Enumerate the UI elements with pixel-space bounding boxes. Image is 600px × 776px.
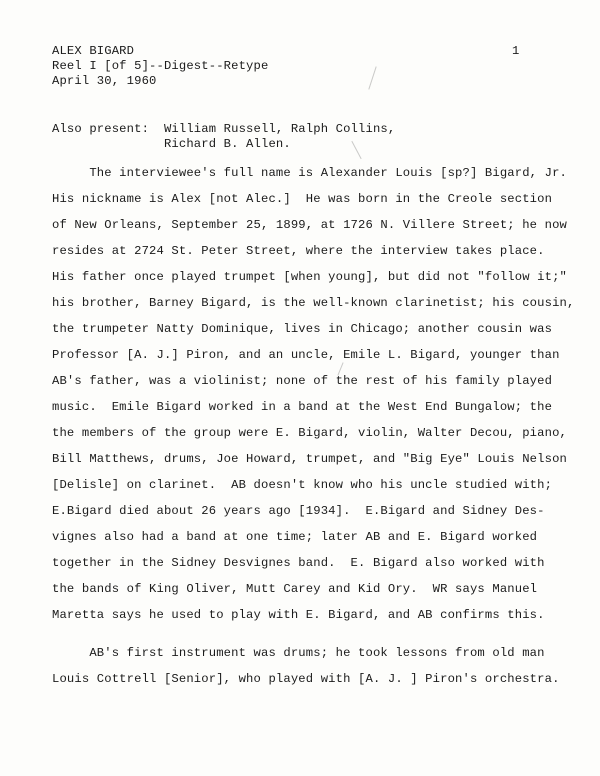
paper-crease-mark <box>368 66 376 89</box>
interview-date: April 30, 1960 <box>52 74 157 88</box>
body-line: His nickname is Alex [not Alec.] He was born in the Creole section <box>52 192 553 206</box>
body-line: the bands of King Oliver, Mutt Carey and Kid Ory. WR says Manuel <box>52 582 538 596</box>
body-line: AB's father, was a violinist; none of the rest of his family played <box>52 374 553 388</box>
body-line: music. Emile Bigard worked in a band at the West End Bungalow; the <box>52 400 553 414</box>
body-line: vignes also had a band at one time; later AB and E. Bigard worked <box>52 530 538 544</box>
body-line: of New Orleans, September 25, 1899, at 1726 N. Villere Street; he now <box>52 218 567 232</box>
body-line: the trumpeter Natty Dominique, lives in Chicago; another cousin was <box>52 322 553 336</box>
body-line: Louis Cottrell [Senior], who played with [A. J. ] Piron's orchestra. <box>52 672 560 686</box>
body-line: Maretta says he used to play with E. Bigard, and AB confirms this. <box>52 608 545 622</box>
paper-crease-mark <box>351 141 361 159</box>
body-line: together in the Sidney Desvignes band. E. Bigard also worked with <box>52 556 545 570</box>
body-line: his brother, Barney Bigard, is the well-known clarinetist; his cousin, <box>52 296 575 310</box>
body-line: The interviewee's full name is Alexander Louis [sp?] Bigard, Jr. <box>52 166 567 180</box>
body-line: Bill Matthews, drums, Joe Howard, trumpet, and "Big Eye" Louis Nelson <box>52 452 567 466</box>
also-present-line-1: Also present: William Russell, Ralph Collins, <box>52 122 396 136</box>
interviewee-name: ALEX BIGARD <box>52 44 135 58</box>
body-line: AB's first instrument was drums; he took lessons from old man <box>52 646 545 660</box>
body-line: resides at 2724 St. Peter Street, where the interview takes place. <box>52 244 545 258</box>
body-line: [Delisle] on clarinet. AB doesn't know who his uncle studied with; <box>52 478 553 492</box>
body-line: His father once played trumpet [when young], but did not "follow it;" <box>52 270 567 284</box>
body-line: the members of the group were E. Bigard, violin, Walter Decou, piano, <box>52 426 567 440</box>
body-line: Professor [A. J.] Piron, and an uncle, Emile L. Bigard, younger than <box>52 348 560 362</box>
reel-info: Reel I [of 5]--Digest--Retype <box>52 59 269 73</box>
also-present-line-2: Richard B. Allen. <box>52 137 291 151</box>
page-number: 1 <box>512 44 520 58</box>
body-line: E.Bigard died about 26 years ago [1934]. E.Bigard and Sidney Des- <box>52 504 545 518</box>
